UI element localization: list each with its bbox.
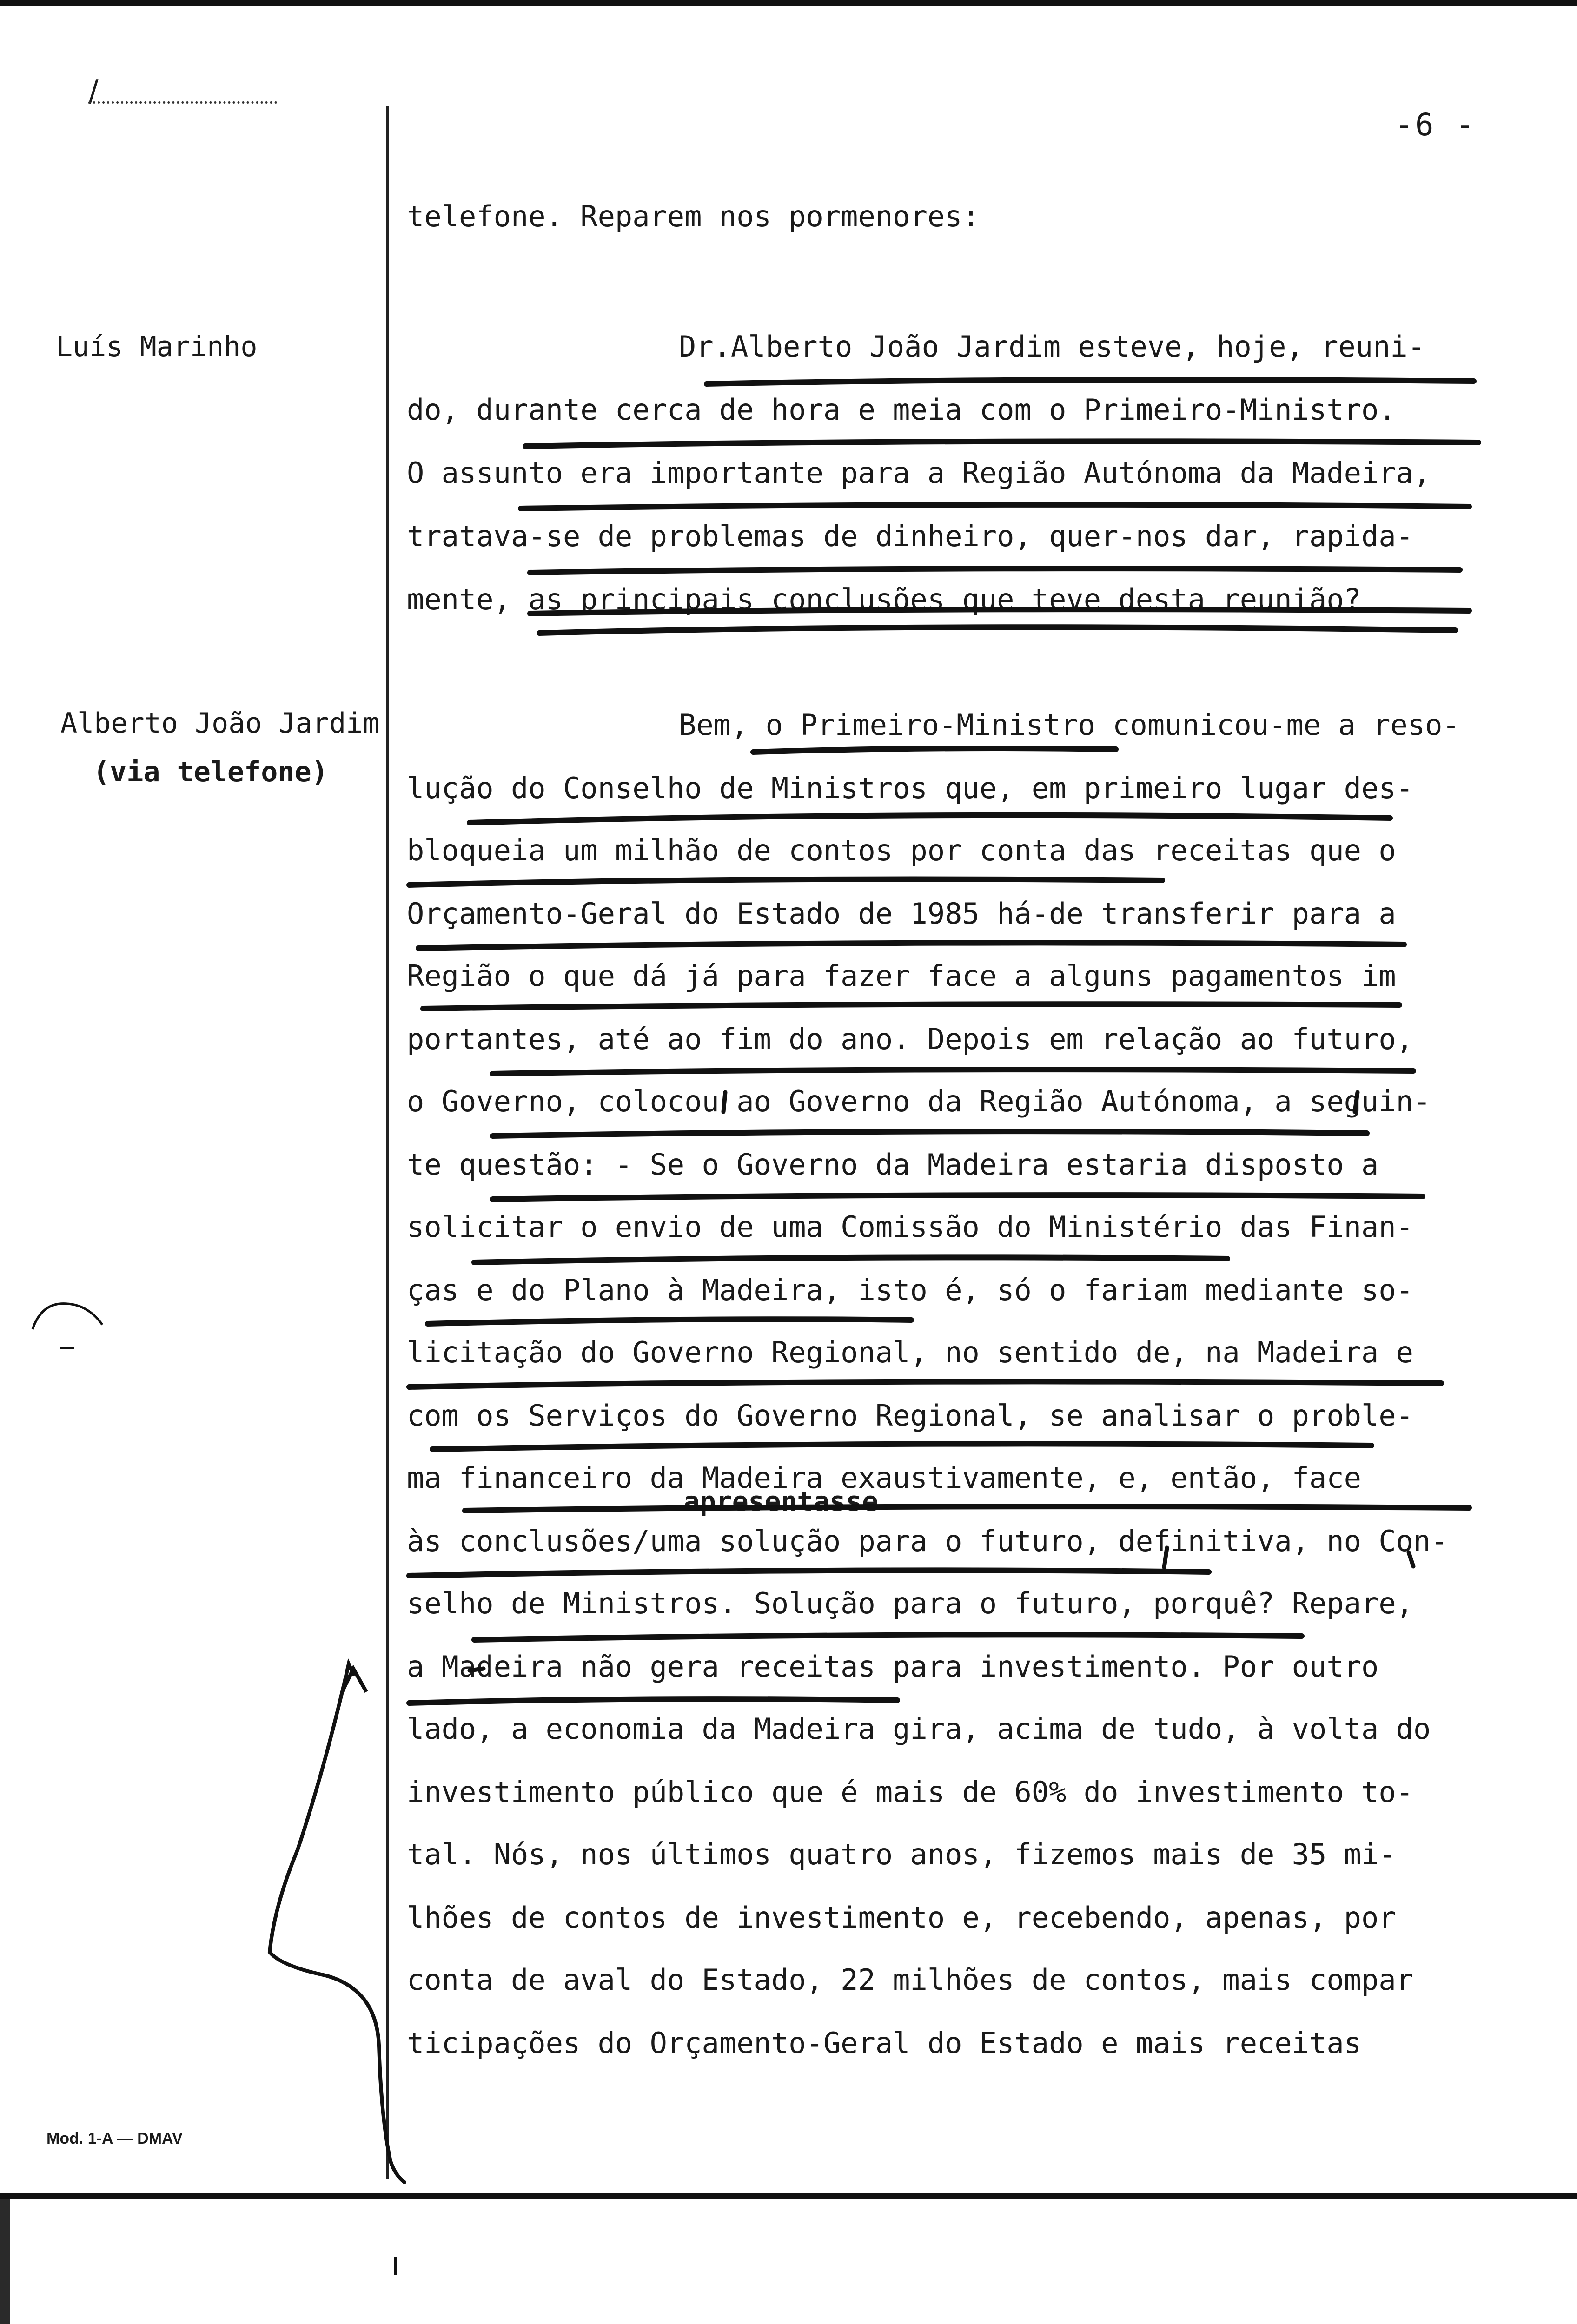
handwritten-insertion: apresentasse [683,1486,879,1517]
text-line: tratava-se de problemas de dinheiro, quer-nos dar, rapida- [407,519,1413,553]
speaker-name: Luís Marinho [56,330,258,363]
text-line: selho de Ministros. Solução para o futuro, porquê? Repare, [407,1586,1413,1620]
handwritten-mark [23,1292,112,1362]
margin-rule [386,106,389,2179]
text-line: às conclusões/uma solução para o futuro, definitiva, no Con- [407,1524,1448,1558]
text-line: telefone. Reparem nos pormenores: [407,199,980,233]
text-line: lução do Conselho de Ministros que, em primeiro lugar des- [407,771,1413,805]
text-line: com os Serviços do Governo Regional, se analisar o proble- [407,1399,1413,1433]
text-line: ticipações do Orçamento-Geral do Estado e mais receitas [407,2026,1361,2060]
text-line: O assunto era importante para a Região Autónoma da Madeira, [407,456,1431,490]
text-line: do, durante cerca de hora e meia com o Primeiro-Ministro. [407,393,1396,427]
text-line: ma financeiro da Madeira exaustivamente, e, então, face [407,1461,1361,1495]
text-line: lado, a economia da Madeira gira, acima de tudo, à volta do [407,1712,1431,1746]
reference-dotted-line [88,101,277,104]
text-line: Bem, o Primeiro-Ministro comunicou-me a reso- [679,708,1460,742]
text-line: solicitar o envio de uma Comissão do Ministério das Finan- [407,1210,1413,1244]
text-line: conta de aval do Estado, 22 milhões de contos, mais compar [407,1963,1413,1997]
reference-slash: / [88,74,99,109]
text-line: investimento público que é mais de 60% do investimento to- [407,1775,1413,1809]
text-line: tal. Nós, nos últimos quatro anos, fizemos mais de 35 mi- [407,1837,1396,1871]
text-line: Orçamento-Geral do Estado de 1985 há-de transferir para a [407,897,1396,931]
page-number: -6 - [1395,107,1476,143]
speaker-note: (via telefone) [93,756,328,788]
text-line: Dr.Alberto João Jardim esteve, hoje, reuni- [679,330,1425,363]
text-line: mente, as principais conclusões que teve desta reunião? [407,582,1361,616]
footer-border [0,2193,1577,2199]
top-border [0,0,1577,6]
text-line: a Madeira não gera receitas para investimento. Por outro [407,1650,1379,1684]
speaker-name: Alberto João Jardim [60,707,380,739]
text-line: o Governo, colocou ao Governo da Região Autónoma, a seguin- [407,1084,1431,1118]
text-line: ças e do Plano à Madeira, isto é, só o fariam mediante so- [407,1273,1413,1307]
text-line: bloqueia um milhão de contos por conta das receitas que o [407,833,1396,867]
form-code: Mod. 1-A — DMAV [46,2130,183,2147]
scan-edge [0,2199,10,2324]
text-line: Região o que dá já para fazer face a alguns pagamentos im [407,959,1396,993]
text-line: te questão: - Se o Governo da Madeira estaria disposto a [407,1148,1379,1182]
text-line: licitação do Governo Regional, no sentido de, na Madeira e [407,1335,1413,1369]
text-line: portantes, até ao fim do ano. Depois em relação ao futuro, [407,1022,1413,1056]
text-line: lhões de contos de investimento e, recebendo, apenas, por [407,1901,1396,1934]
